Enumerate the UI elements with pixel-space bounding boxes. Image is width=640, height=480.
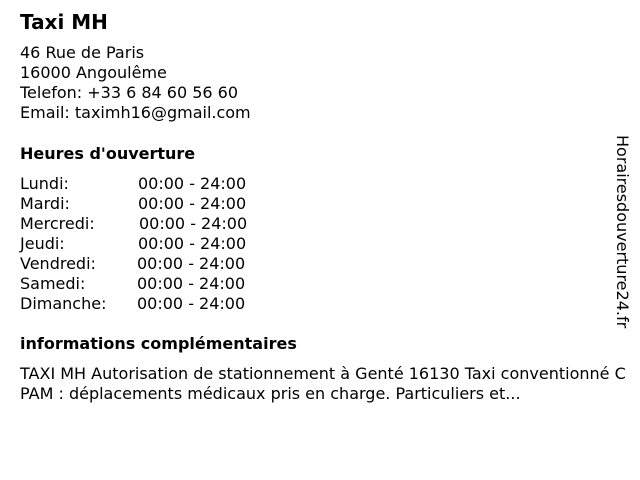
time-range: 00:00 - 24:00	[137, 254, 246, 273]
time-range: 00:00 - 24:00	[138, 194, 247, 213]
address-city: 16000 Angoulême	[20, 63, 167, 82]
opening-hours-heading: Heures d'ouverture	[20, 144, 196, 163]
additional-info-heading: informations complémentaires	[20, 334, 297, 353]
hours-row-sunday	[20, 294, 280, 314]
day-label: Dimanche:	[20, 294, 107, 313]
day-label: Mercredi:	[20, 214, 95, 233]
time-range: 00:00 - 24:00	[139, 214, 248, 233]
hours-row-monday	[20, 174, 280, 194]
address-street: 46 Rue de Paris	[20, 43, 145, 62]
time-range: 00:00 - 24:00	[138, 174, 247, 193]
hours-row-saturday	[20, 274, 280, 294]
hours-row-wednesday	[20, 214, 280, 234]
business-name: Taxi MH	[20, 10, 108, 34]
email-line: Email: taximh16@gmail.com	[20, 103, 251, 122]
time-range: 00:00 - 24:00	[138, 234, 247, 253]
day-label: Mardi:	[20, 194, 70, 213]
time-range: 00:00 - 24:00	[137, 274, 246, 293]
contact-block	[20, 43, 251, 123]
hours-row-thursday	[20, 234, 280, 254]
opening-hours-table	[20, 174, 280, 314]
hours-row-tuesday	[20, 194, 280, 214]
day-label: Jeudi:	[20, 234, 65, 253]
hours-row-friday	[20, 254, 280, 274]
day-label: Samedi:	[20, 274, 86, 293]
day-label: Vendredi:	[20, 254, 96, 273]
additional-info-text: TAXI MH Autorisation de stationnement à Genté 16130 Taxi conventionné CPAM : déplacements médicaux pris en charge. Particuliers et...	[20, 364, 626, 403]
time-range: 00:00 - 24:00	[137, 294, 246, 313]
phone-line: Telefon: +33 6 84 60 56 60	[20, 83, 239, 102]
site-watermark: Horairesdouverture24.fr	[613, 135, 632, 329]
day-label: Lundi:	[20, 174, 69, 193]
